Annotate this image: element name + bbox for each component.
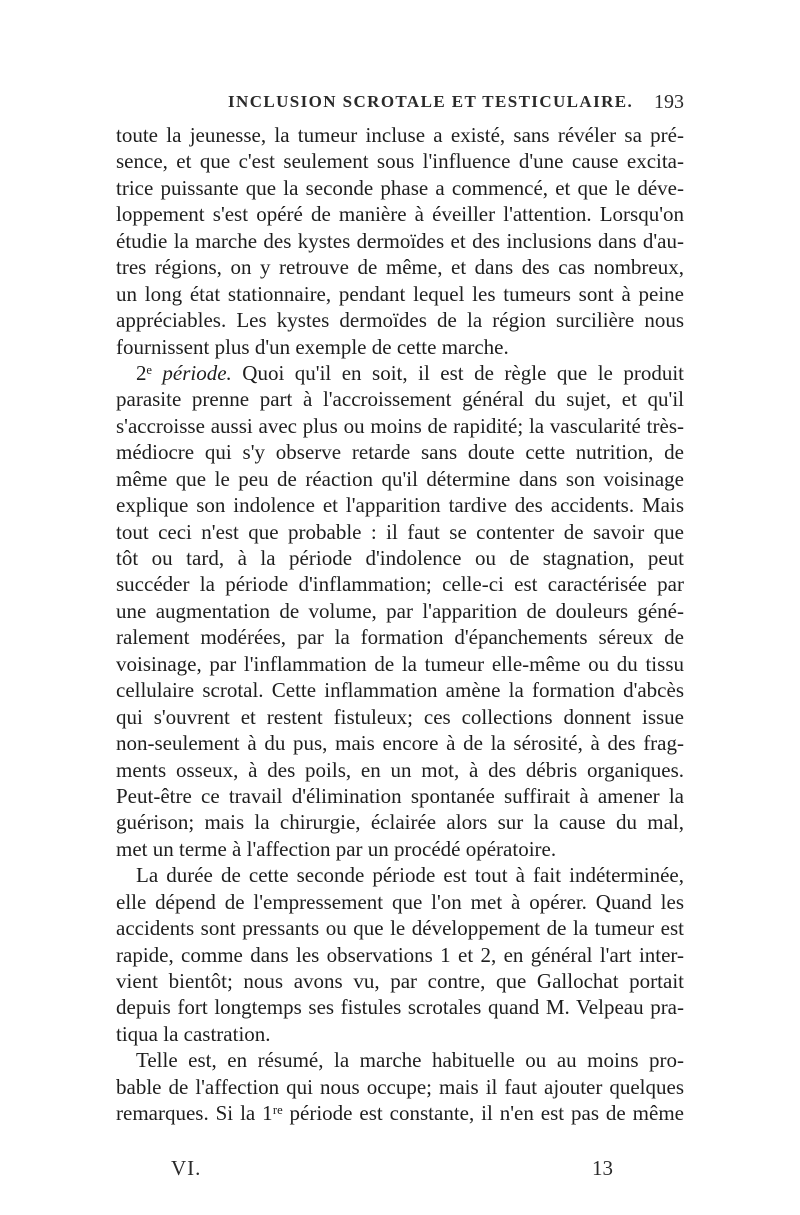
paragraph [116, 122, 684, 360]
text-line: tiqua la castration. [116, 1021, 271, 1046]
text-line: elle dépend de l'empressement que l'on met à opérer. Quand les [116, 889, 684, 914]
text-line: même que le peu de réaction qu'il détermine dans son voisinage [116, 466, 684, 491]
text-line: sence, et que c'est seulement sous l'influence d'une cause excita- [116, 149, 684, 174]
text-line: parasite prenne part à l'accroissement général du sujet, et qu'il [116, 387, 684, 412]
text-line: qui s'ouvrent et restent fistuleux; ces collections donnent issue [116, 704, 684, 729]
text-line: La durée de cette seconde période est tout à fait indéterminée, [136, 863, 684, 888]
sheet-number: 13 [592, 1156, 613, 1180]
text-line: rapide, comme dans les observations 1 et 2, en général l'art inter- [116, 942, 684, 967]
text-line [116, 360, 684, 386]
text-line: non-seulement à du pus, mais encore à de la sérosité, à des frag- [116, 731, 684, 756]
text-line: fournissent plus d'un exemple de cette marche. [116, 334, 509, 359]
text-line: explique son indolence et l'apparition tardive des accidents. Mais [116, 493, 684, 518]
running-head: INCLUSION SCROTALE ET TESTICULAIRE. [228, 92, 634, 111]
paragraph [116, 862, 684, 1047]
text-line: voisinage, par l'inflammation de la tumeur elle-même ou du tissu [116, 651, 684, 676]
body-text [116, 122, 684, 1127]
text-line: loppement s'est opéré de manière à éveiller l'attention. Lorsqu'on [116, 202, 684, 227]
period-label: période. [162, 360, 232, 385]
signature-mark: VI. [171, 1156, 202, 1180]
period-marker: 2ᵉ [136, 360, 152, 385]
text-line: depuis fort longtemps ses fistules scrotales quand M. Velpeau pra- [116, 995, 684, 1020]
text-line: guérison; mais la chirurgie, éclairée alors sur la cause du mal, [116, 810, 684, 835]
text-line: étudie la marche des kystes dermoïdes et des inclusions dans d'au- [116, 228, 684, 253]
text-line: appréciables. Les kystes dermoïdes de la région surcilière nous [116, 308, 684, 333]
page-number: 193 [654, 91, 684, 113]
text-line: médiocre qui s'y observe retarde sans doute cette nutrition, de [116, 440, 684, 465]
text-line: Telle est, en résumé, la marche habituelle ou au moins pro- [136, 1048, 684, 1073]
text-line: tres régions, on y retrouve de même, et dans des cas nombreux, [116, 255, 684, 280]
text-line: succéder la période d'inflammation; celle-ci est caractérisée par [116, 572, 684, 597]
text-line: vient bientôt; nous avons vu, par contre, que Gallochat portait [116, 969, 684, 993]
page-footer [116, 1156, 684, 1182]
text-line: met un terme à l'affection par un procédé opératoire. [116, 836, 557, 861]
text-line: cellulaire scrotal. Cette inflammation amène la formation d'abcès [116, 678, 684, 703]
text-line: toute la jeunesse, la tumeur incluse a existé, sans révéler sa pré- [116, 123, 684, 147]
text-line: remarques. Si la 1ʳᵉ période est constante, il n'en est pas de même [116, 1101, 684, 1126]
text-line: bable de l'affection qui nous occupe; mais il faut ajouter quelques [116, 1074, 684, 1099]
paragraph [116, 1047, 684, 1126]
text-line: tôt ou tard, à la période d'indolence ou de stagnation, peut [116, 546, 684, 570]
text-line: trice puissante que la seconde phase a commencé, et que le déve- [116, 175, 684, 200]
text-line: Peut-être ce travail d'élimination spontanée suffirait à amener la [116, 783, 684, 808]
page-header [116, 92, 684, 114]
text-line: une augmentation de volume, par l'apparition de douleurs géné- [116, 598, 684, 623]
text-line: ralement modérées, par la formation d'épanchements séreux de [116, 625, 684, 650]
text-run: Quoi qu'il en soit, il est de règle que le produit [242, 360, 684, 385]
paragraph [116, 360, 684, 862]
text-line: s'accroisse aussi avec plus ou moins de rapidité; la vascularité très- [116, 413, 684, 438]
text-line: ments osseux, à des poils, en un mot, à des débris organiques. [116, 757, 684, 782]
text-line: tout ceci n'est que probable : il faut se contenter de savoir que [116, 519, 684, 544]
text-line: un long état stationnaire, pendant lequel les tumeurs sont à peine [116, 281, 684, 306]
text-line: accidents sont pressants ou que le développement de la tumeur est [116, 916, 684, 941]
